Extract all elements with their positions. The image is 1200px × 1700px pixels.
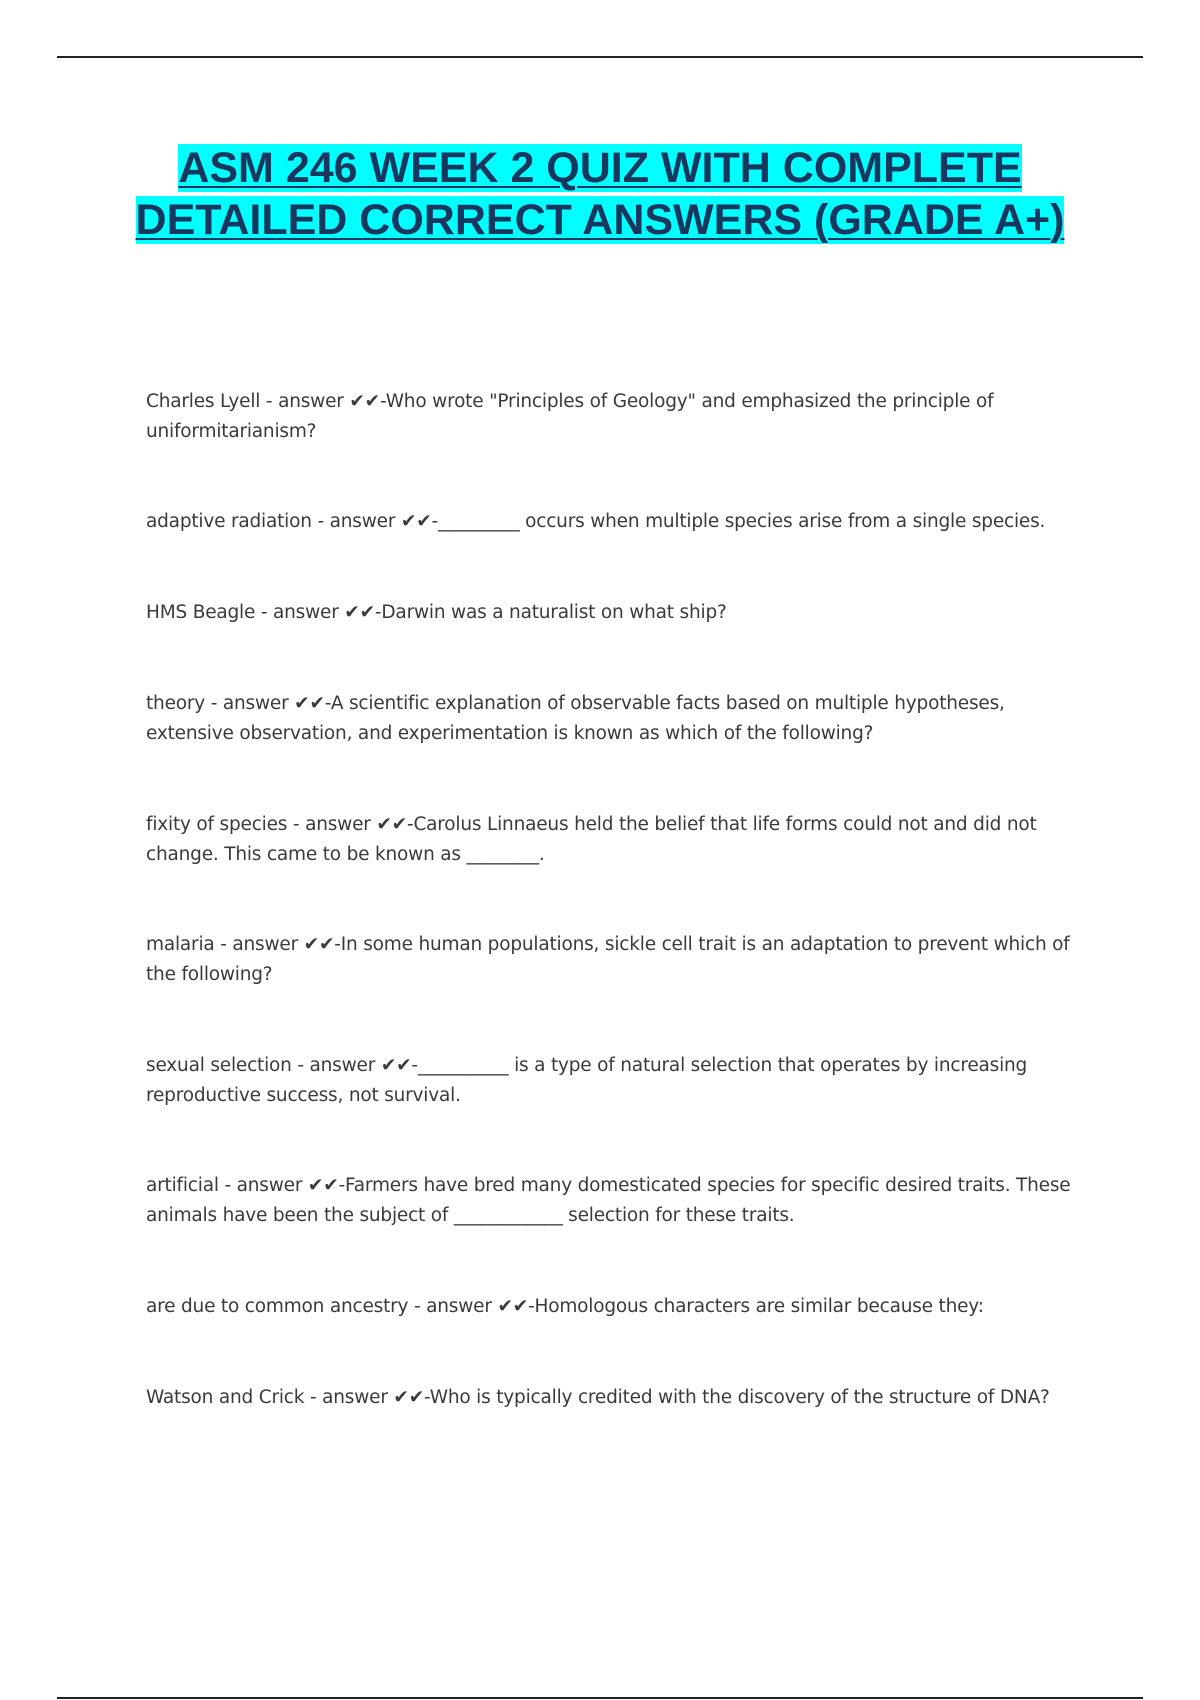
qa-question: Farmers have bred many domesticated species for specific desired traits. These animals have been the subject of ____________ selection for these traits. (146, 1175, 1077, 1226)
qa-item (146, 930, 1076, 990)
qa-separator: - answer ✔✔- (214, 934, 341, 955)
qa-question: _________ occurs when multiple species arise from a single species. (437, 511, 1046, 532)
qa-answer: malaria (146, 934, 215, 955)
qa-separator: - answer ✔✔- (205, 693, 331, 714)
qa-answer: Charles Lyell (146, 391, 261, 412)
qa-question: __________ is a type of natural selection that operates by increasing reproductive success, not survival. (146, 1055, 1033, 1106)
qa-answer: fixity of species (146, 814, 288, 835)
qa-item (146, 598, 1076, 628)
qa-answer: artificial (146, 1175, 219, 1196)
qa-item (146, 1051, 1076, 1111)
qa-separator: - answer ✔✔- (408, 1296, 535, 1317)
qa-question: In some human populations, sickle cell trait is an adaptation to prevent which of the following? (146, 934, 1076, 985)
qa-question: Who wrote "Principles of Geology" and emphasized the principle of uniformitarianism? (146, 391, 1000, 442)
qa-item (146, 387, 1076, 447)
qa-separator: - answer ✔✔- (260, 391, 386, 412)
qa-answer: HMS Beagle (146, 602, 256, 623)
qa-item (146, 1292, 1076, 1322)
qa-question: Who is typically credited with the discovery of the structure of DNA? (429, 1387, 1050, 1408)
qa-item (146, 810, 1076, 870)
qa-question: Carolus Linnaeus held the belief that life forms could not and did not change. This came to be known as ________. (146, 814, 1043, 865)
qa-separator: - answer ✔✔- (218, 1175, 345, 1196)
qa-answer: are due to common ancestry (146, 1296, 409, 1317)
qa-answer: Watson and Crick (146, 1387, 305, 1408)
qa-separator: - answer ✔✔- (255, 602, 382, 623)
qa-item (146, 1171, 1076, 1231)
top-divider (57, 56, 1143, 58)
qa-separator: - answer ✔✔- (287, 814, 414, 835)
document-title: ASM 246 WEEK 2 QUIZ WITH COMPLETE DETAILED CORRECT ANSWERS (GRADE A+) (135, 144, 1065, 244)
qa-item (146, 1383, 1076, 1413)
qa-item (146, 507, 1076, 537)
qa-answer: sexual selection (146, 1055, 292, 1076)
qa-question: Homologous characters are similar because they: (534, 1296, 984, 1317)
qa-item (146, 689, 1076, 749)
title-block (100, 142, 1100, 246)
qa-answer: theory (146, 693, 206, 714)
qa-separator: - answer ✔✔- (311, 511, 438, 532)
bottom-divider (57, 1697, 1143, 1699)
qa-question: A scientific explanation of observable facts based on multiple hypotheses, extensive observation, and experimentation is known as which of the following? (146, 693, 1011, 744)
qa-separator: - answer ✔✔- (291, 1055, 418, 1076)
qa-question: Darwin was a naturalist on what ship? (381, 602, 727, 623)
qa-separator: - answer ✔✔- (304, 1387, 430, 1408)
qa-answer: adaptive radiation (146, 511, 312, 532)
